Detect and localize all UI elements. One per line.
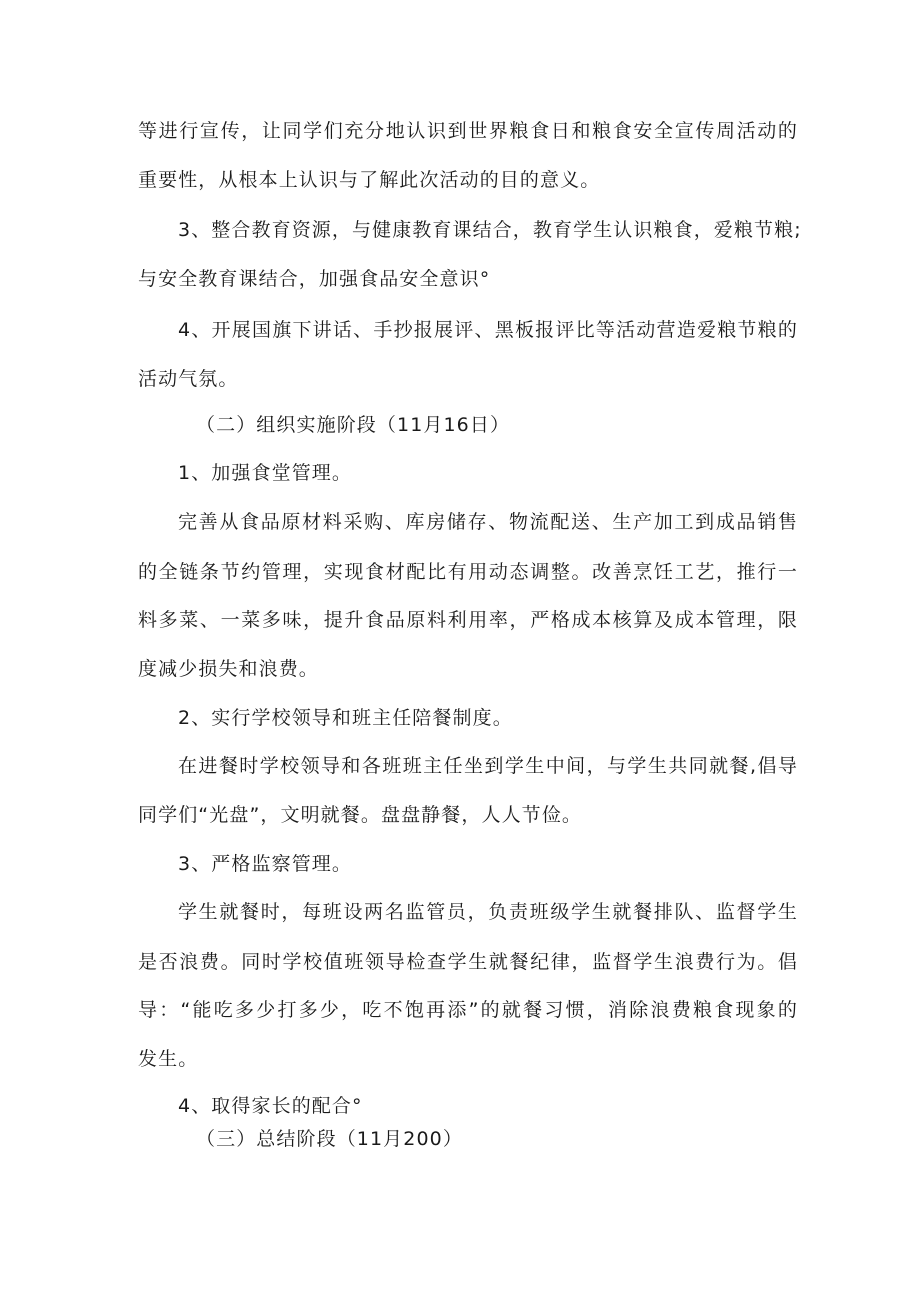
- paragraph-line: 的全链条节约管理，实现食材配比有用动态调整。改善烹饪工艺，推行一: [138, 561, 798, 583]
- paragraph-line: 发生。: [138, 1048, 199, 1070]
- paragraph-line: 完善从食品原材料采购、库房储存、物流配送、生产加工到成品销售: [178, 511, 798, 533]
- paragraph-line: 等进行宣传，让同学们充分地认识到世界粮食日和粮食安全宣传周活动的: [138, 120, 798, 142]
- paragraph-line: 学生就餐时，每班设两名监管员，负责班级学生就餐排队、监督学生: [178, 901, 798, 923]
- section-heading-3: （三）总结阶段（11月200）: [196, 1128, 463, 1150]
- paragraph-line: 料多菜、一菜多味，提升食品原料利用率，严格成本核算及成本管理，限: [138, 609, 798, 631]
- subheading-4: 4、取得家长的配合°: [178, 1095, 363, 1117]
- paragraph-line: 重要性，从根本上认识与了解此次活动的目的意义。: [138, 169, 601, 191]
- paragraph-line: 活动气氛。: [138, 368, 239, 390]
- subheading-1: 1、加强食堂管理。: [178, 462, 352, 484]
- section-heading-2: （二）组织实施阶段（11月16日）: [196, 414, 511, 436]
- paragraph-line: 度减少损失和浪费。: [138, 658, 319, 680]
- paragraph-line: 在进餐时学校领导和各班班主任坐到学生中间，与学生共同就餐,倡导: [178, 755, 798, 777]
- list-item-4: 4、开展国旗下讲话、手抄报展评、黑板报评比等活动营造爱粮节粮的: [178, 319, 798, 341]
- paragraph-line: 与安全教育课结合，加强食品安全意识°: [138, 268, 491, 290]
- paragraph-line: 是否浪费。同时学校值班领导检查学生就餐纪律，监督学生浪费行为。倡: [138, 951, 798, 973]
- list-item-3: 3、整合教育资源，与健康教育课结合，教育学生认识粮食，爱粮节粮;: [178, 219, 802, 241]
- subheading-2: 2、实行学校领导和班主任陪餐制度。: [178, 707, 513, 729]
- paragraph-line: 导：“能吃多少打多少，吃不饱再添”的就餐习惯，消除浪费粮食现象的: [138, 999, 798, 1021]
- paragraph-line: 同学们“光盘”，文明就餐。盘盘静餐，人人节俭。: [138, 804, 582, 826]
- subheading-3: 3、严格监察管理。: [178, 853, 352, 875]
